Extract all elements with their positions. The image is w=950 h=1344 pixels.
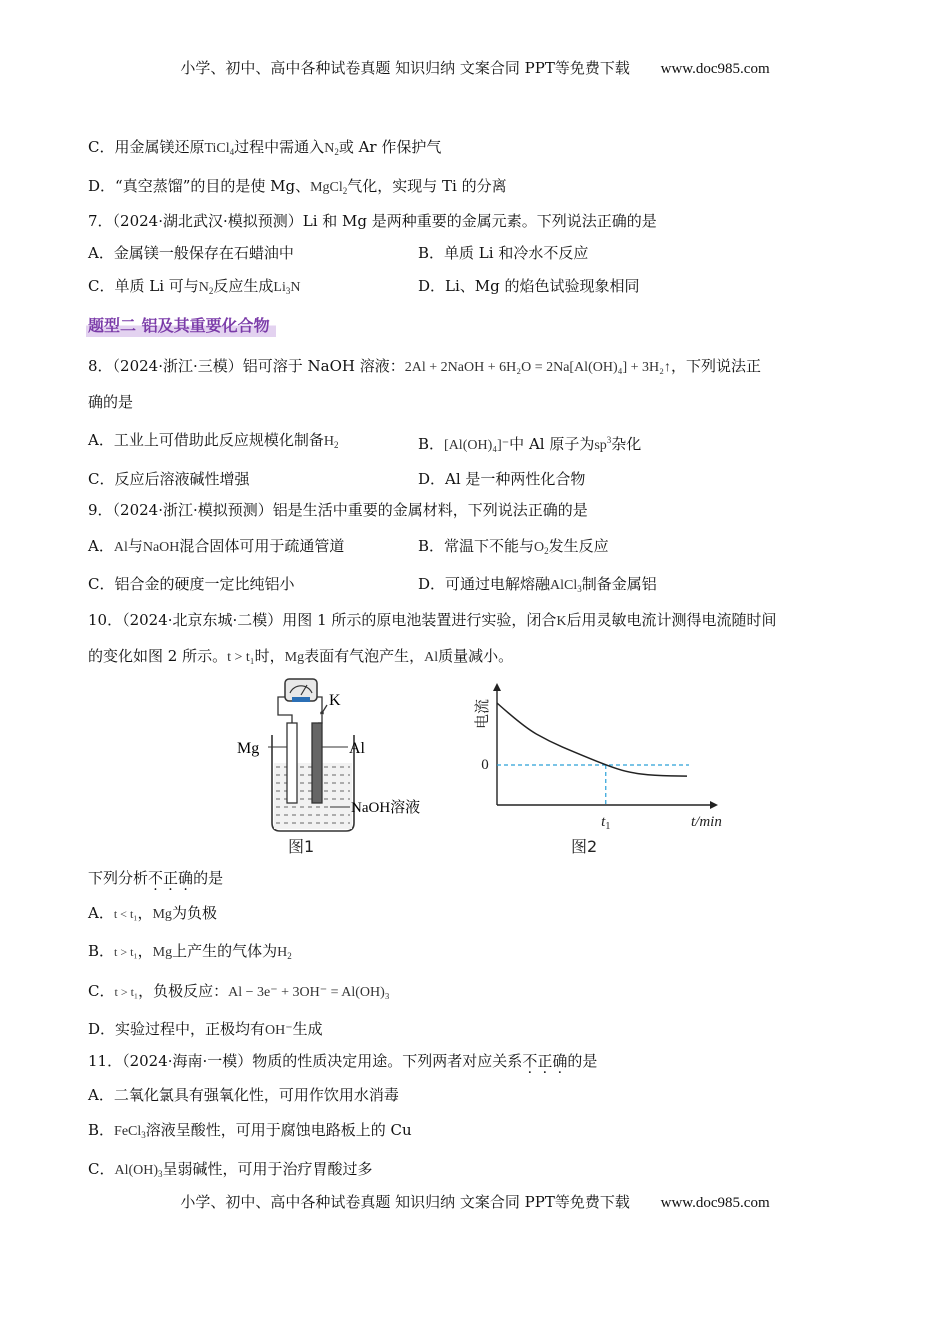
q10-ask: 下列分析不正确的是 (88, 869, 224, 887)
q8-option-b: B．[Al(OH)₄]⁻中 Al 原子为$sp^3$杂化 (418, 435, 642, 453)
q8-stem-cont: 确的是 (88, 393, 134, 411)
switch-k-label: K (329, 692, 341, 709)
q10-stem: 10．（2024·北京东城·二模）用图 1 所示的原电池装置进行实验，闭合K后用灵敏电流计测得电流随时间 (88, 611, 777, 629)
q6-option-c: C．用金属镁还原TiCl$_4$过程中需通入$N_2$或 Ar 作保护气 (88, 138, 442, 157)
header-text: 小学、初中、高中各种试卷真题 知识归纳 文案合同 PPT等免费下载 (180, 59, 630, 77)
q9-option-d: D．可通过电解熔融AlCl$_3$制备金属铝 (418, 575, 657, 594)
q9-option-a: A．Al与NaOH混合固体可用于疏通管道 (88, 537, 345, 555)
al-electrode (312, 723, 322, 803)
q10-c-equation: Al − 3e⁻ + 3OH⁻ = Al(OH)₃ (228, 985, 390, 1000)
mg-label: Mg (237, 740, 260, 757)
q11-option-a: A．二氧化氯具有强氧化性，可用作饮用水消毒 (88, 1086, 399, 1104)
q10-option-a: A．t < t₁，Mg为负极 (88, 904, 217, 922)
q8-equation: 2Al + 2NaOH + 6H₂O = 2Na[Al(OH)₄] + 3H₂↑ (404, 360, 672, 375)
q11-option-c: C．$Al(OH)_3$呈弱碱性，可用于治疗胃酸过多 (88, 1160, 373, 1179)
q10-stem-cont: 的变化如图 2 所示。t > t₁时，Mg表面有气泡产生，Al质量减小。 (88, 647, 514, 665)
figure-2-current-chart (465, 680, 725, 835)
q10-option-b: B．t > t₁，Mg上产生的气体为$H_2$ (88, 942, 292, 961)
galvanometer-icon (285, 679, 317, 702)
q9-stem: 9．（2024·浙江·模拟预测）铝是生活中重要的金属材料，下列说法正确的是 (88, 501, 588, 519)
q7-option-d: D．Li、Mg 的焰色试验现象相同 (418, 277, 640, 295)
page-header (0, 57, 950, 78)
header-url[interactable]: www.doc985.com (660, 61, 770, 77)
q8-option-c: C．反应后溶液碱性增强 (88, 470, 250, 488)
footer-text: 小学、初中、高中各种试卷真题 知识归纳 文案合同 PPT等免费下载 (180, 1193, 630, 1211)
section-title: 题型二 铝及其重要化合物 (86, 312, 276, 337)
q9-option-c: C．铝合金的硬度一定比纯铝小 (88, 575, 295, 593)
q7-option-b: B．单质 Li 和冷水不反应 (418, 244, 589, 262)
solution-label: NaOH溶液 (351, 800, 421, 816)
q10-option-d: D．实验过程中，正极均有OH⁻生成 (88, 1020, 323, 1038)
q8-option-d: D．Al 是一种两性化合物 (418, 470, 586, 488)
footer-url[interactable]: www.doc985.com (660, 1195, 770, 1211)
mg-electrode (287, 723, 297, 803)
q8-stem: 8．（2024·浙江·三模）铝可溶于 NaOH 溶液：2Al + 2NaOH + 6H₂O = 2Na[Al(OH)₄] + 3H₂↑，下列说法正 (88, 357, 762, 375)
q11-option-b: B．FeCl$_3$溶液呈酸性，可用于腐蚀电路板上的 Cu (88, 1121, 412, 1140)
q7-option-c: C．单质 Li 可与$N_2$反应生成$Li_3N$ (88, 277, 301, 296)
al-label: Al (349, 740, 365, 757)
y-axis-label: 电流 (473, 698, 491, 730)
figure-2-caption: 图2 (571, 837, 598, 856)
figure-1-caption: 图1 (288, 837, 315, 856)
x-axis-arrow (710, 801, 718, 809)
figure-1-galvanic-cell (230, 675, 450, 860)
x-tick-t1: $t_1$ (601, 814, 611, 832)
q10-option-c: C．t > t₁，负极反应：Al − 3e⁻ + 3OH⁻ = Al(OH)₃ (88, 982, 390, 1000)
q9-option-b: B．常温下不能与$O_2$发生反应 (418, 537, 609, 556)
q11-stem: 11．（2024·海南·一模）物质的性质决定用途。下列两者对应关系不正确的是 (88, 1052, 598, 1070)
y-axis-arrow (493, 683, 501, 691)
y-tick-zero: 0 (481, 757, 489, 773)
q7-option-a: A．金属镁一般保存在石蜡油中 (88, 244, 294, 262)
x-axis-label: t/min (691, 814, 722, 830)
page-footer (0, 1191, 950, 1212)
q8-option-a: A．工业上可借助此反应规模化制备$H_2$ (88, 431, 339, 450)
q6-option-d: D．“真空蒸馏”的目的是使 Mg、MgCl$_2$气化，实现与 Ti 的分离 (88, 177, 507, 196)
q7-stem: 7．（2024·湖北武汉·模拟预测）Li 和 Mg 是两种重要的金属元素。下列说法正确的是 (88, 212, 657, 230)
